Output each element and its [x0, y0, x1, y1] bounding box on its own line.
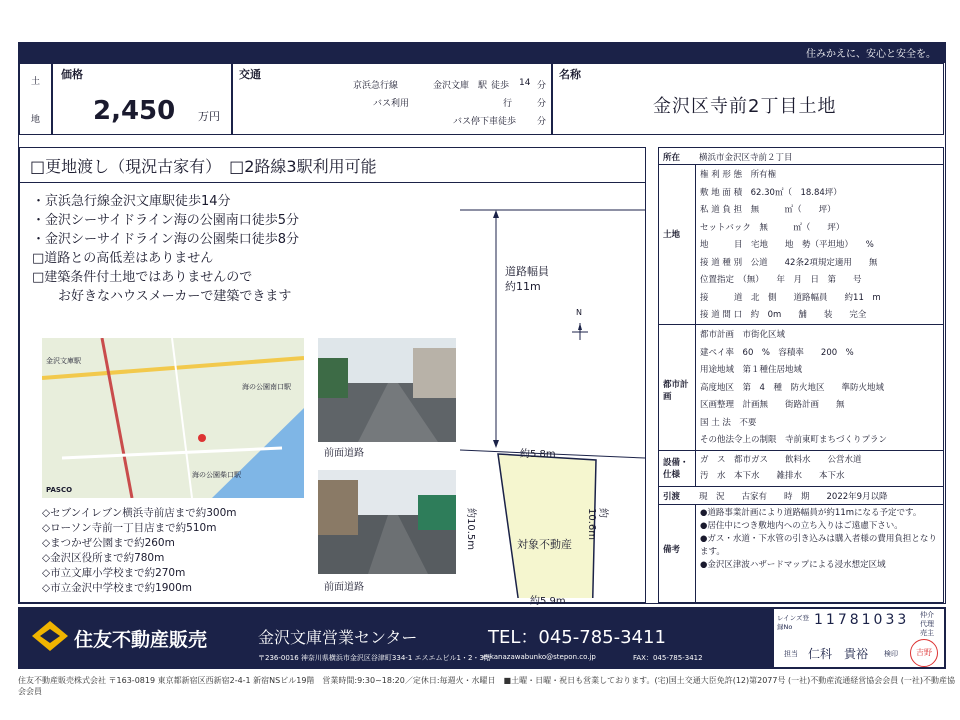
highlight-line: □道路との高低差はありません [32, 251, 214, 266]
price-label: 価格 [61, 68, 83, 81]
slogan: 住みかえに、安心と安全を。 [806, 49, 936, 60]
handover-label: 引渡 [663, 492, 681, 502]
legal-note: 住友不動産販売株式会社 〒163-0819 東京都新宿区西新宿2-4-1 新宿NSビル19階 営業時間:9:30~18:20／定休日:毎週火・水曜日 ■土曜・日曜・祝日も営業しております。(宅)国土交通大臣免許(12)第2077号 (一社)不動産流通経営協会会員 (一社)不動産協会会員 [18, 676, 956, 696]
land-row: 私 道 負 担 無 ㎡（ 坪） [700, 205, 836, 215]
map-park2-label: 海の公園柴口駅 [192, 471, 241, 479]
agent-label: 担当 [784, 650, 798, 658]
location-value: 横浜市金沢区寺前２丁目 [699, 153, 793, 163]
city-label: 都市計画 [663, 380, 689, 402]
handover-value: 現 況 古家有 時 期 2022年9月以降 [699, 492, 888, 502]
city-row: 建ペイ率 60 % 容積率 200 % [700, 347, 854, 358]
flyer-sheet [18, 62, 946, 607]
highlight-list [32, 192, 299, 306]
walk-label: 徒歩 [491, 81, 510, 91]
sales-center: 金沢文庫営業センター [258, 628, 418, 647]
approval-stamp: 吉野 [910, 639, 938, 667]
highlight-line: ・京浜急行線金沢文庫駅徒歩14分 [32, 194, 231, 209]
city-row: 区画整理 計画無 街路計画 無 [700, 400, 845, 410]
left-body [19, 147, 646, 607]
right-edge-label: 約10.6m [586, 508, 608, 541]
roles [920, 611, 934, 638]
photo-caption-1: 前面道路 [324, 448, 364, 459]
price-cell [52, 63, 232, 135]
type-label-2: 地 [31, 115, 41, 125]
land-row: 敷 地 面 積 62.30㎡（ 18.84坪） [700, 187, 842, 198]
name-label: 名称 [559, 68, 581, 81]
remark-item: ●金沢区津波ハザードマップによる浸水想定区域 [700, 560, 886, 570]
city-row: 用途地域 第１種住居地域 [700, 365, 803, 375]
city-row: 国 土 法 不要 [700, 417, 757, 428]
highlight-line: □建築条件付土地ではありませんので [32, 270, 253, 285]
footer-bar [18, 607, 946, 669]
city-row: 高度地区 第 4 種 防火地区 準防火地域 [700, 382, 884, 393]
office-email[interactable]: e-kanazawabunko@stepon.co.jp [483, 653, 596, 661]
bus-line-unit: 行 [503, 99, 513, 109]
land-row: 権 利 形 態 所有権 [700, 170, 777, 180]
land-label: 土地 [663, 230, 681, 240]
land-row: 地 目 宅地 地 勢（平坦地） % [700, 240, 874, 250]
nearby-list [42, 506, 236, 596]
nearby-item: ◇金沢区役所まで約780m [42, 552, 165, 564]
map-graphic [42, 338, 304, 498]
road-photo-1 [318, 338, 456, 442]
headline: □更地渡し（現況古家有） □2路線3駅利用可能 [30, 157, 377, 176]
road-width-value: 約11m [505, 280, 541, 293]
city-row: その他法令上の制限 寺前東町まちづくりプラン [700, 435, 887, 445]
nearby-item: ◇セブンイレブン横浜寺前店まで約300m [42, 507, 237, 519]
bus-use: バス利用 [373, 99, 410, 109]
highlight-line: ・金沢シーサイドライン海の公園柴口徒歩8分 [32, 232, 299, 247]
road-photo-2 [318, 470, 456, 574]
plot-center-label: 対象不動産 [517, 538, 572, 551]
minute-unit: 分 [537, 81, 547, 91]
company-logo-icon [32, 621, 68, 651]
land-row: 接 道 北 側 道路幅員 約11 m [700, 292, 881, 303]
left-edge-label: 約10.5m [465, 508, 476, 551]
highlight-line: ・金沢シーサイドライン海の公園南口徒歩5分 [32, 213, 299, 228]
photo-caption-2: 前面道路 [324, 582, 364, 593]
property-name: 金沢区寺前2丁目土地 [653, 96, 837, 117]
reins-number: 11781033 [814, 612, 910, 628]
top-edge-label: 約5.8m [520, 449, 556, 460]
role-broker: 仲介 [920, 611, 934, 619]
nearby-item: ◇ローソン寺前一丁目店まで約510m [42, 522, 217, 534]
plot-shape [498, 454, 596, 598]
bottom-edge-label: 約5.9m [530, 596, 566, 607]
location-label: 所在 [663, 153, 681, 163]
nearby-item: ◇市立文庫小学校まで約270m [42, 567, 186, 579]
access-label: 交通 [239, 68, 261, 81]
office-fax: FAX：045-785-3412 [633, 654, 703, 662]
city-row: 都市計画 市街化区域 [700, 330, 786, 340]
land-row: 接 道 種 別 公道 42条2項規定適用 無 [700, 257, 878, 268]
land-row: 位置指定 （無） 年 月 日 第 号 [700, 275, 862, 285]
role-seller: 売主 [920, 629, 934, 637]
remarks-label: 備考 [663, 545, 681, 555]
north-label: N [576, 308, 582, 317]
facility-row: ガ ス 都市ガス 飲料水 公営水道 [700, 455, 862, 465]
access-cell [232, 63, 552, 135]
reins-label: レインズ登録No [777, 614, 809, 631]
bus-minute-unit: 分 [537, 99, 547, 109]
road-width-label: 道路幅員 [505, 265, 549, 278]
type-label-1: 土 [31, 77, 41, 87]
bus-stop-walk: バス停下車徒歩 [453, 117, 517, 127]
map-park-label: 海の公園南口駅 [242, 383, 291, 391]
phone-number: TEL：045-785-3411 [488, 627, 666, 648]
top-banner [18, 42, 946, 62]
map-station-label: 金沢文庫駅 [46, 357, 81, 365]
land-rows [695, 164, 946, 324]
city-rows [695, 324, 946, 450]
line-name: 京浜急行線 [353, 81, 399, 91]
remark-item: ●道路事業計画により道路幅員が約11mになる予定です。 [700, 508, 922, 518]
road-width-label-block [505, 264, 549, 294]
agent-name: 仁科 貴裕 [808, 647, 869, 661]
facility-label: 設備・仕様 [663, 458, 689, 480]
company-name: 住友不動産販売 [74, 629, 208, 651]
spec-table [658, 147, 944, 603]
registration-box [774, 609, 944, 667]
role-agent: 代理 [920, 620, 934, 628]
land-row: 接 道 間 口 約 0m 舗 装 完全 [700, 310, 867, 320]
nearby-item: ◇まつかぜ公園まで約260m [42, 537, 175, 549]
remark-item: ●居住中につき敷地内への立ち入りはご遠慮下さい。 [700, 521, 903, 531]
walk-minutes: 14 [519, 78, 531, 88]
type-cell [19, 63, 52, 135]
price-unit: 万円 [198, 110, 220, 123]
facility-rows [695, 450, 946, 486]
land-row: セットバック 無 ㎡（ 坪） [700, 222, 845, 233]
facility-row: 汚 水 本下水 雑排水 本下水 [700, 471, 845, 481]
stamp-label: 検印 [884, 650, 898, 658]
remark-item: ●ガス・水道・下水管の引き込みは購入者様の費用負担となります。 [700, 534, 937, 557]
station-name: 金沢文庫 駅 [433, 81, 488, 91]
remarks-block [695, 504, 946, 604]
highlight-line: お好きなハウスメーカーで建築できます [32, 289, 292, 304]
price-value: 2,450 [93, 96, 176, 126]
name-cell [552, 63, 944, 135]
bus-stop-minute-unit: 分 [537, 117, 547, 127]
pasco-logo: PASCO [46, 486, 73, 494]
nearby-item: ◇市立金沢中学校まで約1900m [42, 582, 193, 594]
area-map [42, 338, 304, 498]
office-address: 〒236-0016 神奈川県横浜市金沢区谷津町334-1 エスエムビル1・2・3階 [258, 654, 491, 662]
